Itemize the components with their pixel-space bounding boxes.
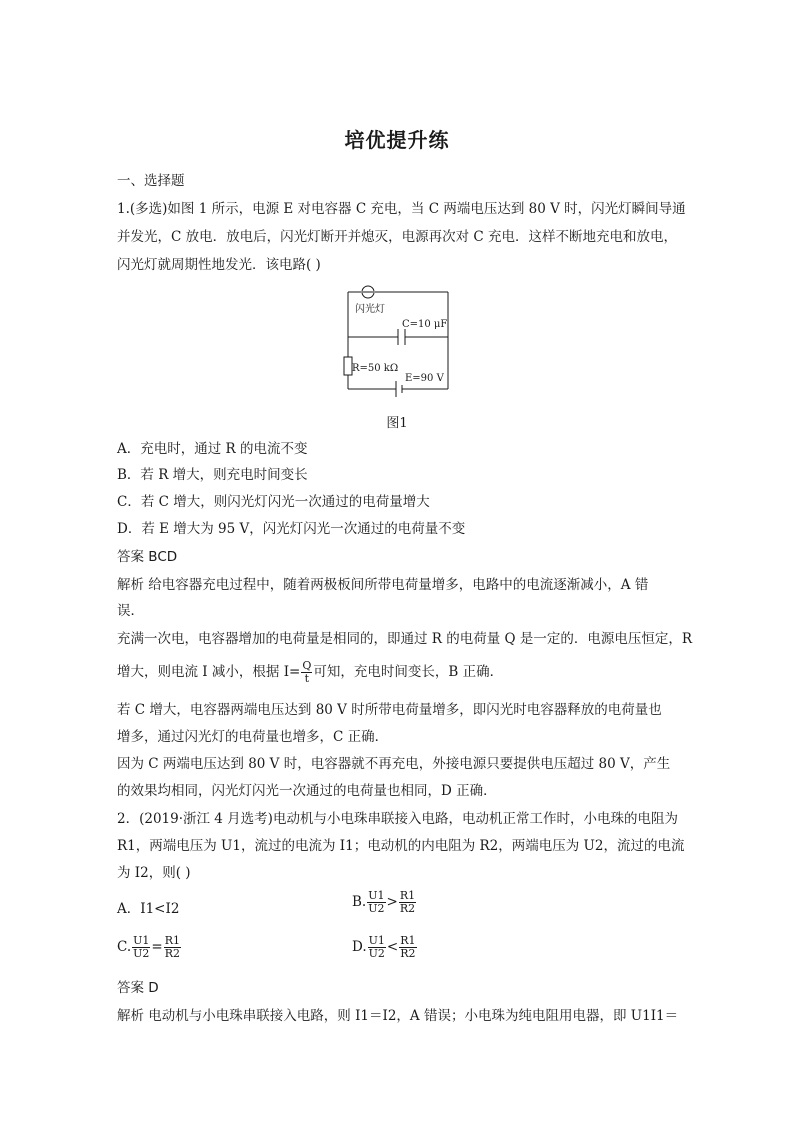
q1-analysis-line-4 (117, 660, 503, 685)
q2-option-c: C. $\frac{U1}{U2}$ = $\frac{R1}{R2}$ (117, 934, 181, 960)
q1-answer: 答案 BCD (117, 549, 178, 565)
fraction-r: $\frac{R1}{R2}$ (400, 934, 416, 960)
fraction-q-over-t: $\frac{Q}{t}$ (302, 659, 312, 685)
fraction-u: $\frac{U1}{U2}$ (368, 934, 385, 960)
circuit-diagram (330, 282, 460, 402)
q1-option-b: B．若 R 增大，则充电时间变长 (117, 467, 308, 483)
q1-option-a: A．充电时，通过 R 的电流不变 (117, 441, 308, 457)
q1-analysis-line-5: 若 C 增大，电容器两端电压达到 80 V 时所带电荷量增多，即闪光时电容器释放的电荷量也 (117, 702, 662, 718)
q1-analysis-line-7: 因为 C 两端电压达到 80 V 时，电容器就不再充电，外接电源只要提供电压超过 80 V，产生 (117, 756, 671, 772)
q1-analysis-line-1: 解析 给电容器充电过程中，随着两极板间所带电荷量增多，电路中的电流逐渐减小，A 错 (117, 577, 649, 593)
q1-option-c: C．若 C 增大，则闪光灯闪光一次通过的电荷量增大 (117, 494, 430, 510)
analysis-text: 可知，充电时间变长，B 正确． (313, 664, 504, 680)
q2-option-d: D. $\frac{U1}{U2}$ < $\frac{R1}{R2}$ (352, 934, 416, 960)
figure-caption: 图1 (386, 416, 408, 431)
q2-stem-line-2: R1，两端电压为 U1，流过的电流为 I1；电动机的内电阻为 R2，两端电压为 U2，流过的电流 (117, 838, 685, 854)
resistor-symbol (344, 357, 352, 375)
source-label: E=90 V (405, 373, 444, 384)
q2-stem-line-3: 为 I2，则( ) (117, 865, 191, 881)
section-heading: 一、选择题 (117, 173, 185, 189)
page-title: 培优提升练 (344, 128, 450, 152)
q2-stem-line-1: 2．(2019·浙江 4 月选考)电动机与小电珠串联接入电路，电动机正常工作时，小电珠的电阻为 (117, 811, 678, 827)
resistor-label: R=50 kΩ (352, 363, 399, 374)
q1-stem-line-1: 1.(多选)如图 1 所示，电源 E 对电容器 C 充电，当 C 两端电压达到 80 V 时，闪光灯瞬间导通 (117, 201, 686, 217)
fraction-r: $\frac{R1}{R2}$ (399, 889, 416, 915)
q1-option-d: D．若 E 增大为 95 V，闪光灯闪光一次通过的电荷量不变 (117, 521, 466, 537)
lamp-label: 闪光灯 (355, 304, 385, 315)
q2-option-b: B. $\frac{U1}{U2}$ > $\frac{R1}{R2}$ (352, 889, 416, 915)
q1-analysis-line-3: 充满一次电，电容器增加的电荷量是相同的，即通过 R 的电荷量 Q 是一定的．电源电压恒定，R (117, 631, 693, 647)
capacitor-label: C=10 μF (402, 319, 448, 330)
fraction-u: $\frac{U1}{U2}$ (368, 889, 385, 915)
analysis-text: 增大，则电流 I 减小，根据 I= (117, 664, 301, 680)
q1-stem-line-2: 并发光，C 放电．放电后，闪光灯断开并熄灭，电源再次对 C 充电．这样不断地充电和放电， (117, 229, 678, 245)
q1-analysis-line-2: 误． (117, 603, 144, 619)
q2-answer: 答案 D (117, 980, 159, 996)
q1-analysis-line-6: 增多，通过闪光灯的电荷量也增多，C 正确． (117, 729, 389, 745)
q2-option-a: A．I1<I2 (117, 901, 180, 917)
fraction-r: $\frac{R1}{R2}$ (164, 934, 181, 960)
q1-analysis-line-8: 的效果均相同，闪光灯闪光一次通过的电荷量也相同，D 正确． (117, 783, 497, 799)
q1-stem-line-3: 闪光灯就周期性地发光．该电路( ) (117, 257, 321, 273)
fraction-u: $\frac{U1}{U2}$ (133, 934, 150, 960)
q2-analysis-line-1: 解析 电动机与小电珠串联接入电路，则 I1＝I2，A 错误；小电珠为纯电阻用电器，即 U1I1＝ (117, 1008, 679, 1024)
